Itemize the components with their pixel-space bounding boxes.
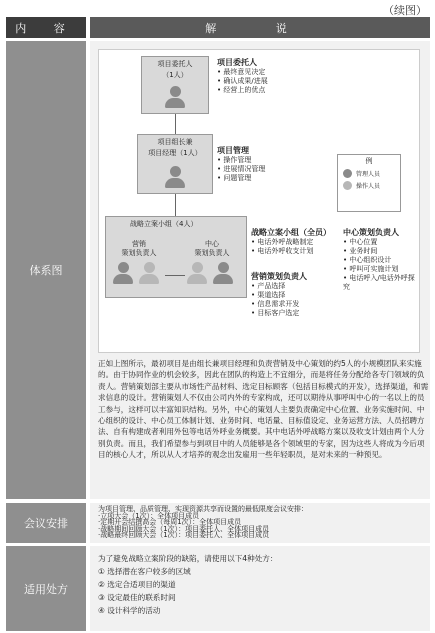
marketing-duty-1: • 产品选择 [251,282,286,290]
box-pm-count: 项目经理（1人） [148,149,202,157]
row-meetings [6,503,430,543]
pm-duty-1: • 操作管理 [217,156,252,164]
pm-duty-3: • 问题管理 [217,174,252,182]
prescription-item-2: ② 选定合适项目的渠道 [98,580,176,589]
row-label-meetings: 会议安排 [6,503,86,543]
marketing-duty-2: • 渠道选择 [251,291,286,299]
marketing-lead-icon [113,262,133,284]
row-label-prescriptions: 适用处方 [6,546,86,631]
prescription-item-3: ③ 设定最佳的联系时间 [98,593,176,602]
legend-title: 例 [365,157,373,165]
center-lead-icon [213,262,233,284]
center-duty-5: • 电话呼入/电话外呼探究 [343,274,415,291]
center-operator-icon [187,262,207,284]
connector-line [175,114,176,134]
row-structure [6,41,430,499]
header-content: 内 容 [6,17,86,38]
connector-line [175,194,176,216]
pm-duties: 项目管理 • 操作管理 • 进展情况管理 • 问题管理 [217,146,327,183]
row-body-prescriptions [90,546,430,631]
table-header [6,17,430,38]
center-duty-2: • 业务时间 [343,247,378,255]
prescription-item-1: ① 选择潜在客户较多的区域 [98,567,191,576]
team-duties: 战略立案小组（全员） • 电话外呼战略制定 • 电话外呼收支计划 [251,228,343,256]
client-duties: 项目委托人 • 最终意见决定 • 确认成果/进展 • 经营上的优点 [217,58,327,95]
meeting-item-3: ·战略期间回顾大会（1次）：项目委托人、全体项目成员 [98,524,270,533]
pm-duty-2: • 进展情况管理 [217,165,266,173]
marketing-duty-3: • 信息需求开发 [251,300,300,308]
row-label-structure: 体系图 [6,41,86,499]
structure-description: 正如上图所示，最初项目是由组长兼项目经理和负责营销及中心策划的约5人的小规模团队来实施的。由于协同作业的机会较多，因此在团队的构造上不宜细分，而是将任务分配给各专门领域的负责人。营销策划部主要从市场性产品材料、选定目标顾客（包括目标模式的开发），选择渠道，和需求信息的设计。营销策划人不仅由公司内外的专家构成，还可以期待从事呼叫中心的一名以上的员工参与，这样可以丰富知识结构。另外，中心的策划人主要负责确定中心位置、业务实施时间、中心组织的设计、中心员工体制计划、业务时间、电话量、目标值设定、业务运营方法、人员招聘方法、自有构建成者利用外包等电话外呼业务概要。其中电话外呼战略方案以及收支计划由两个人分别负责。而且，我们希望参与到项目中的人员能够是各个领域里的专家，因为这些人将成为今后项目的核心人才，所以从人才培养的观念出发雇用一些年轻职员，是对未来的一种预见。 [98,359,429,460]
marketing-operator-icon [139,262,159,284]
legend-operator: 操作人员 [343,181,400,190]
legend [337,154,401,212]
box-client-count: （1人） [162,71,188,79]
marketing-duty-4: • 目标客户选定 [251,309,300,317]
box-team-title: 战略立案小组（4人） [130,220,198,228]
center-duty-3: • 中心组织设计 [343,256,392,264]
header-explanation: 解 说 [90,17,430,38]
sub-marketing-label: 营销 策划负责人 [121,240,157,257]
center-duties: 中心策划负责人 • 中心位置 • 业务时间 • 中心组织设计 • 呼叫可实施计划 • 电话呼入/电话外呼探究 [343,228,419,292]
row-prescriptions [6,546,430,631]
pm-person-icon [165,166,185,188]
center-duty-1: • 中心位置 [343,238,378,246]
box-pm-title: 项目组长兼 [157,138,193,146]
prescription-intro: 为了避免战略立案阶段的缺陷，请使用以下4种处方： [98,554,278,563]
marketing-duties: 营销策划负责人 • 产品选择 • 渠道选择 • 信息需求开发 • 目标客户选定 [251,272,341,318]
meeting-item-4: ·战略最终回顾大会（1次）：项目委托人、全体项目成员 [98,531,270,540]
box-client-title: 项目委托人 [157,60,193,68]
client-duty-1: • 最终意见决定 [217,68,266,76]
client-duty-2: • 确认成果/进展 [217,77,268,85]
team-duty-2: • 电话外呼收支计划 [251,247,314,255]
dashed-link [165,275,185,276]
meeting-item-2: ·定期开会结撰高会（每周1次）：全体项目成员 [98,518,242,527]
sub-center-label: 中心 策划负责人 [194,240,230,257]
center-duty-4: • 呼叫可实施计划 [343,265,399,273]
meeting-intro: 为项目管理、品质管理、实现资源共享而设置的最低限度会议安排： [98,505,308,513]
client-duty-3: • 经营上的优点 [217,86,266,94]
org-diagram [98,49,420,353]
meeting-item-1: ·立项大会（1次）：全体项目成员 [98,511,200,520]
row-body-structure [90,41,430,499]
row-body-meetings [90,503,430,543]
client-person-icon [165,86,185,108]
legend-manager: 管理人员 [343,169,400,178]
prescription-item-4: ④ 设计科学的活动 [98,606,161,615]
team-duty-1: • 电话外呼战略制定 [251,238,314,246]
continued-note: （续图） [383,4,427,17]
